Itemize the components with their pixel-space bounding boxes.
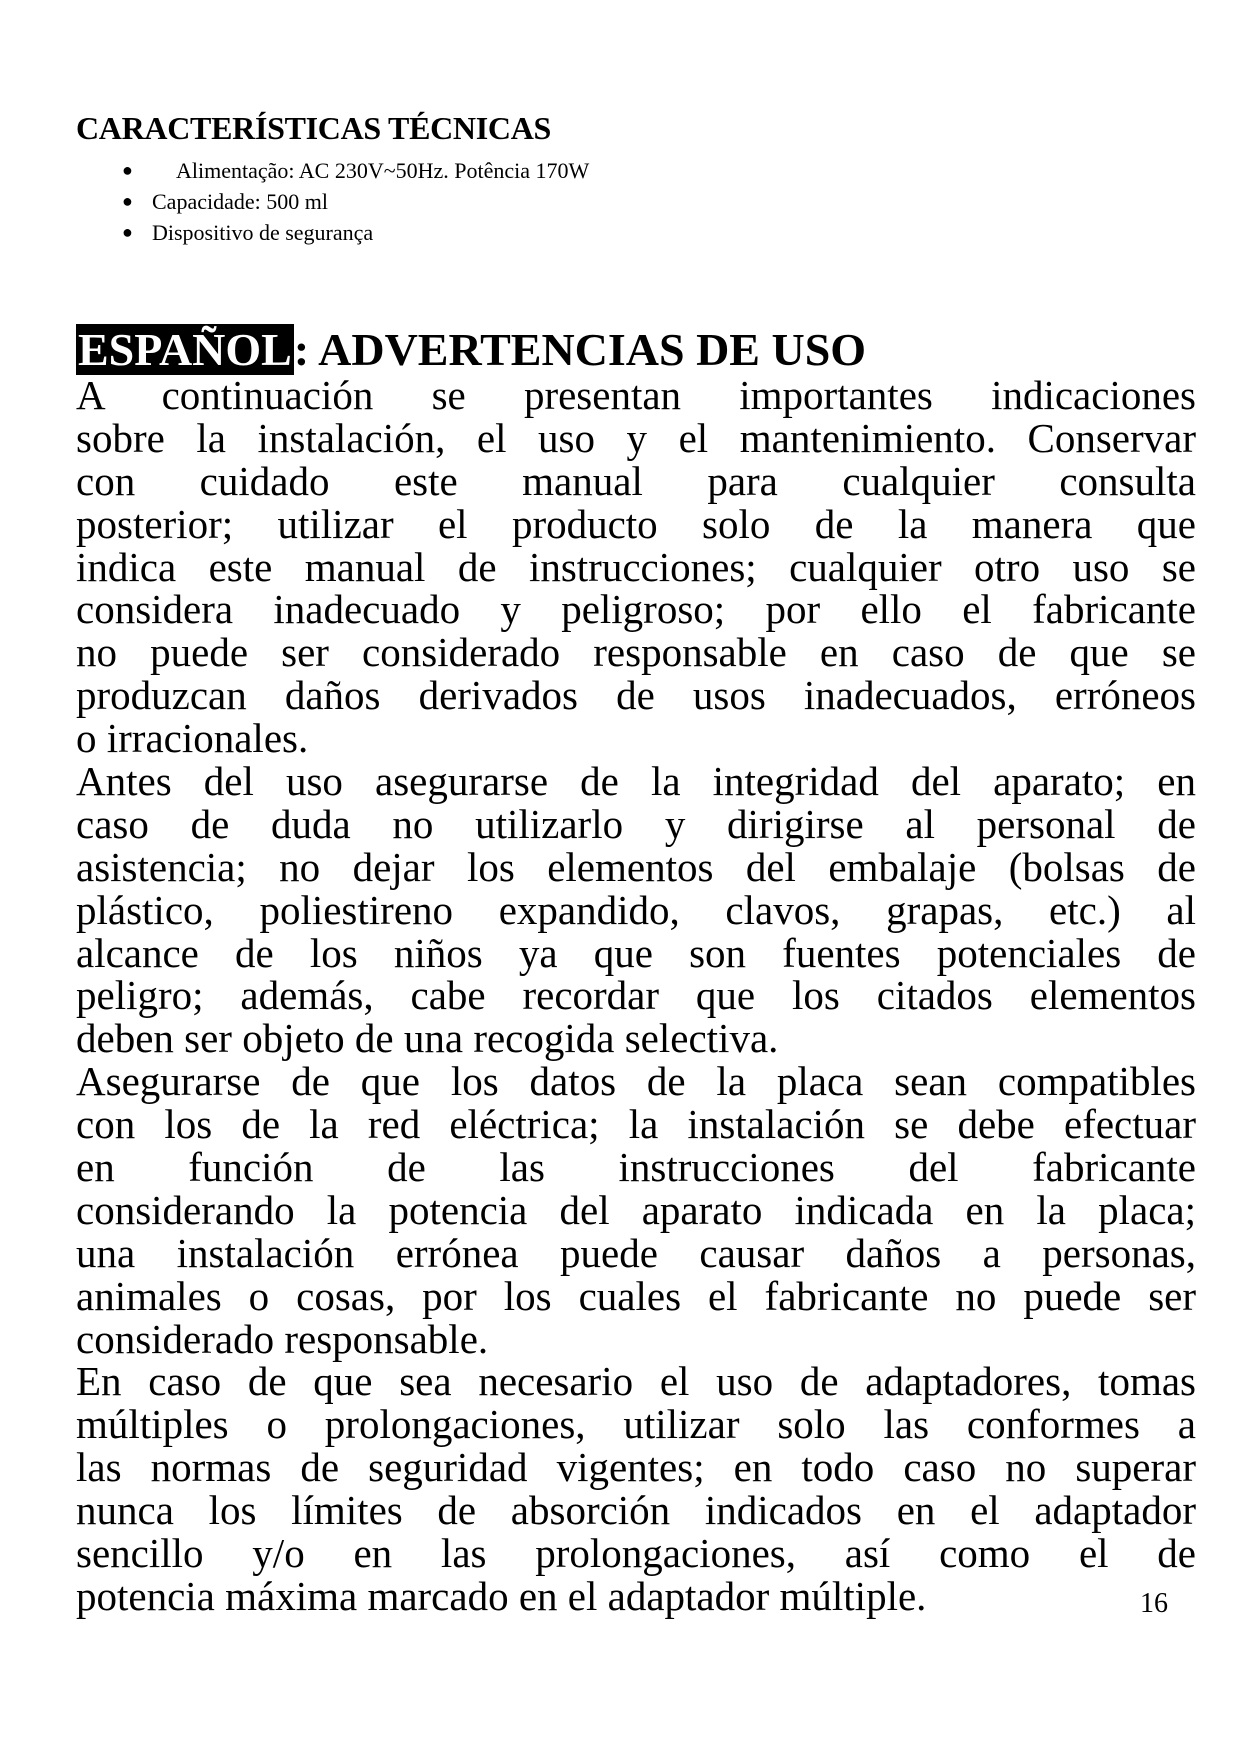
text-line: produzcan daños derivados de usos inadecuados, erróneos bbox=[76, 672, 1196, 719]
text-line: considerando la potencia del aparato indicada en la placa; bbox=[76, 1186, 1196, 1233]
text-line: caso de duda no utilizarlo y dirigirse al personal de bbox=[76, 800, 1196, 847]
list-item: ● Alimentação: AC 230V~50Hz. Potência 170W bbox=[122, 155, 589, 186]
tech-specs-title: CARACTERÍSTICAS TÉCNICAS bbox=[76, 110, 552, 146]
text-line: en función de las instrucciones del fabricante bbox=[76, 1144, 1196, 1191]
text-line: múltiples o prolongaciones, utilizar solo las conformes a bbox=[76, 1401, 1196, 1448]
text-line: indica este manual de instrucciones; cualquier otro uso se bbox=[76, 543, 1196, 590]
language-label: ESPAÑOL bbox=[78, 324, 292, 375]
text-line: animales o cosas, por los cuales el fabricante no puede ser bbox=[76, 1272, 1196, 1319]
spanish-section-heading bbox=[76, 322, 866, 378]
text-line: considerado responsable. bbox=[76, 1315, 489, 1362]
text-line: deben ser objeto de una recogida selectiva. bbox=[76, 1015, 779, 1062]
bullet-icon: ● bbox=[122, 160, 133, 180]
text-line: no puede ser considerado responsable en caso de que se bbox=[76, 629, 1196, 676]
bullet-icon: ● bbox=[122, 222, 133, 242]
text-line: Asegurarse de que los datos de la placa sean compatibles bbox=[76, 1058, 1196, 1105]
bullet-icon: ● bbox=[122, 191, 133, 211]
heading-text: : ADVERTENCIAS DE USO bbox=[293, 324, 867, 375]
text-line: o irracionales. bbox=[76, 715, 309, 762]
list-item: ● Capacidade: 500 ml bbox=[122, 186, 589, 217]
text-line: las normas de seguridad vigentes; en todo caso no superar bbox=[76, 1444, 1196, 1491]
page-number: 16 bbox=[1140, 1588, 1168, 1619]
text-line: nunca los límites de absorción indicados en el adaptador bbox=[76, 1487, 1196, 1534]
text-line: con los de la red eléctrica; la instalación se debe efectuar bbox=[76, 1101, 1196, 1148]
text-line: plástico, poliestireno expandido, clavos, grapas, etc.) al bbox=[76, 886, 1196, 933]
text-line: potencia máxima marcado en el adaptador múltiple. bbox=[76, 1572, 927, 1619]
text-line: una instalación errónea puede causar daños a personas, bbox=[76, 1229, 1196, 1276]
text-line: considera inadecuado y peligroso; por ello el fabricante bbox=[76, 586, 1196, 633]
text-line: posterior; utilizar el producto solo de la manera que bbox=[76, 500, 1196, 547]
list-item: ● Dispositivo de segurança bbox=[122, 217, 589, 248]
tech-specs-list bbox=[122, 155, 589, 248]
text-line: con cuidado este manual para cualquier consulta bbox=[76, 457, 1196, 504]
text-line: En caso de que sea necesario el uso de adaptadores, tomas bbox=[76, 1358, 1196, 1405]
text-line: sobre la instalación, el uso y el mantenimiento. Conservar bbox=[76, 414, 1196, 461]
text-line: sencillo y/o en las prolongaciones, así como el de bbox=[76, 1530, 1196, 1577]
warnings-body bbox=[76, 374, 1196, 1618]
text-line: Antes del uso asegurarse de la integridad del aparato; en bbox=[76, 758, 1196, 805]
text-line: asistencia; no dejar los elementos del embalaje (bolsas de bbox=[76, 843, 1196, 890]
text-line: A continuación se presentan importantes indicaciones bbox=[76, 372, 1196, 418]
text-line: peligro; además, cabe recordar que los citados elementos bbox=[76, 972, 1196, 1019]
text-line: alcance de los niños ya que son fuentes potenciales de bbox=[76, 929, 1196, 976]
